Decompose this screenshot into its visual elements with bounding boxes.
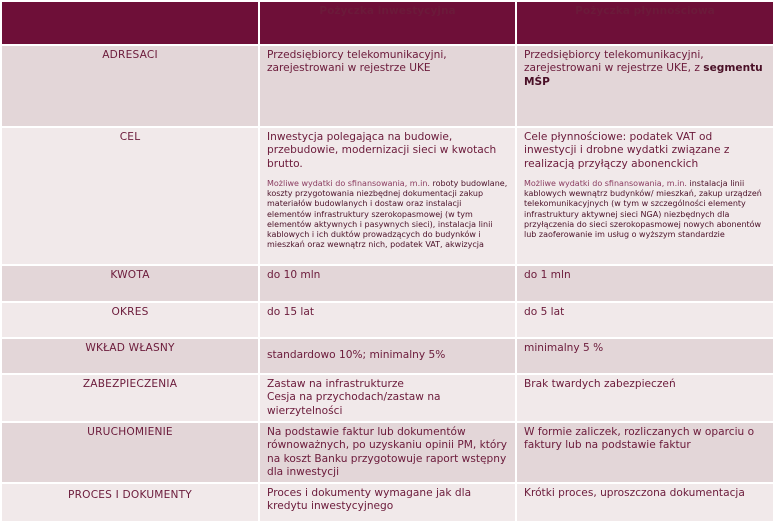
cell-liquidity: W formie zaliczek, rozliczanych w oparciu o faktury lub na podstawie faktur <box>516 422 774 483</box>
header-row <box>1 1 774 45</box>
detail-lead: Możliwe wydatki do sfinansowania, m.in. <box>267 178 430 188</box>
row-wklad-wlasny <box>1 338 774 374</box>
detail-body: roboty budowlane, koszty przygotowania niezbędnej dokumentacji zakup materiałów budowlanych i dostaw oraz instalacji elementów infrastruktury szerokopasmowej (w tym elementów aktywnych i pasywnych sieci), instalacja linii kablowych i ich duktów prowadzących do budynków i mieszkań oraz wewnątrz nich, podatek VAT, akwizycja <box>267 178 508 250</box>
cell-detail-text <box>267 179 508 250</box>
row-label: ZABEZPIECZENIA <box>1 374 259 422</box>
row-zabezpieczenia <box>1 374 774 422</box>
row-label: PROCES I DOKUMENTY <box>1 483 259 522</box>
header-investment-loan: Pożyczka inwestycyjna <box>259 1 516 45</box>
cell-investment: standardowo 10%; minimalny 5% <box>259 338 516 374</box>
cell-liquidity: Brak twardych zabezpieczeń <box>516 374 774 422</box>
row-okres <box>1 302 774 338</box>
cell-investment: Proces i dokumenty wymagane jak dla kredytu inwestycyjnego <box>259 483 516 522</box>
cell-liquidity: do 5 lat <box>516 302 774 338</box>
cell-investment: Przedsiębiorcy telekomunikacyjni, zarejestrowani w rejestrze UKE <box>259 45 516 127</box>
row-uruchomienie <box>1 422 774 483</box>
cell-investment: Na podstawie faktur lub dokumentów równoważnych, po uzyskaniu opinii PM, który na koszt Banku przygotowuje raport wstępny dla inwestycji <box>259 422 516 483</box>
row-label: KWOTA <box>1 265 259 302</box>
row-label: OKRES <box>1 302 259 338</box>
row-label: URUCHOMIENIE <box>1 422 259 483</box>
cell-investment: do 15 lat <box>259 302 516 338</box>
row-label: ADRESACI <box>1 45 259 127</box>
cell-liquidity <box>516 127 774 265</box>
row-proces-i-dokumenty <box>1 483 774 522</box>
row-label: WKŁAD WŁASNY <box>1 338 259 374</box>
cell-liquidity: minimalny 5 % <box>516 338 774 374</box>
cell-liquidity <box>516 45 774 127</box>
detail-body: instalacja linii kablowych wewnątrz budynków/ mieszkań, zakup urządzeń telekomunikacyjnych (w tym w szczególności elementy infrastruktury aktywnej sieci NGA) niezbędnych dla przyłączenia do sieci szerokopasmowej nowych abonentów lub zaoferowanie im usług o wyższym standardzie <box>524 178 762 239</box>
cell-investment: do 10 mln <box>259 265 516 302</box>
row-cel <box>1 127 774 265</box>
cell-line: Cesja na przychodach/zastaw na wierzytelności <box>267 391 441 417</box>
detail-lead: Możliwe wydatki do sfinansowania, m.in. <box>524 178 687 188</box>
cell-liquidity: Krótki proces, uproszczona dokumentacja <box>516 483 774 522</box>
segment-msp-text: segmentu MŚP <box>524 62 763 88</box>
cell-text: Przedsiębiorcy telekomunikacyjni, zarejestrowani w rejestrze UKE, z <box>524 49 704 75</box>
cell-liquidity: do 1 mln <box>516 265 774 302</box>
cell-line: Zastaw na infrastrukturze <box>267 378 404 390</box>
row-kwota <box>1 265 774 302</box>
cell-main-text: Inwestycja polegająca na budowie, przebudowie, modernizacji sieci w kwotach brutto. <box>267 131 497 170</box>
cell-detail-text <box>524 179 766 240</box>
header-corner <box>1 1 259 45</box>
cell-investment <box>259 374 516 422</box>
cell-investment <box>259 127 516 265</box>
cell-main-text: Cele płynnościowe: podatek VAT od inwestycji i drobne wydatki związane z realizacją przyłączy abonenckich <box>524 131 730 170</box>
header-liquidity-loan: Pożyczka płynnościowa <box>516 1 774 45</box>
row-label: CEL <box>1 127 259 265</box>
row-adresaci <box>1 45 774 127</box>
